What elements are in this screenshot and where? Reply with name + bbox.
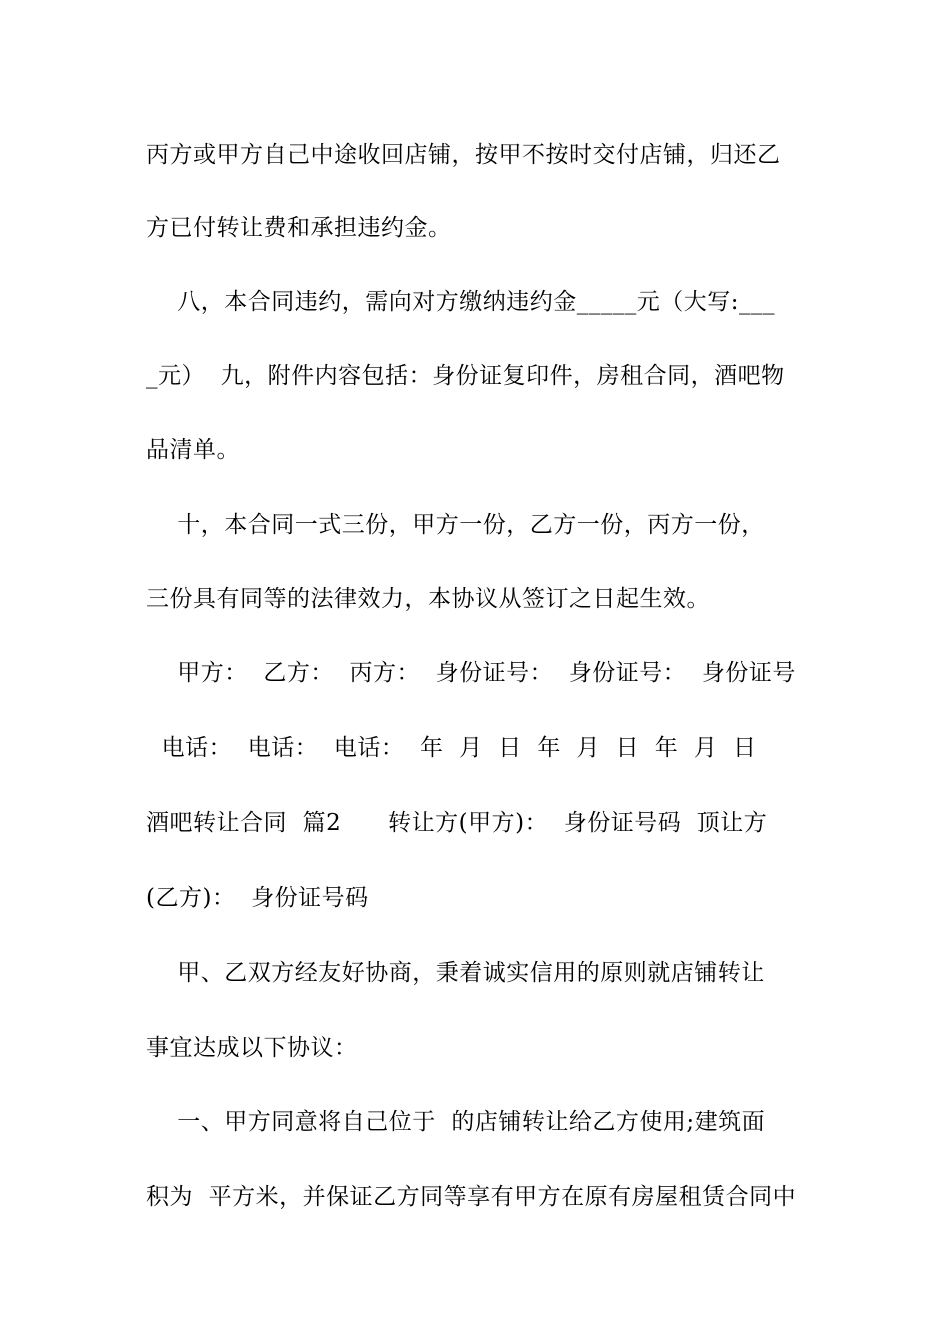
text-line: 积为 平方米，并保证乙方同等享有甲方在原有房屋租赁合同中 (146, 1184, 797, 1210)
text-line: 十，本合同一式三份，甲方一份，乙方一份，丙方一份， (146, 512, 765, 538)
text-line: 电话： 电话： 电话： 年 月 日 年 月 日 年 月 日 (146, 735, 757, 761)
text-line: 甲方： 乙方： 丙方： 身份证号： 身份证号： 身份证号 (146, 660, 796, 686)
text-line: 八，本合同违约，需向对方缴纳违约金_____元（大写:___ (146, 289, 775, 315)
text-line: 事宜达成以下协议： (146, 1035, 358, 1061)
text-line: _元） 九，附件内容包括：身份证复印件，房租合同，酒吧物 (146, 363, 785, 389)
text-line: 酒吧转让合同 篇2 转让方(甲方)： 身份证号码 顶让方 (146, 810, 768, 836)
text-line: (乙方)： 身份证号码 (146, 885, 369, 911)
text-line: 丙方或甲方自己中途收回店铺，按甲不按时交付店铺，归还乙 (146, 142, 781, 168)
text-line: 方已付转让费和承担违约金。 (146, 215, 452, 241)
text-line: 三份具有同等的法律效力，本协议从签订之日起生效。 (146, 586, 710, 612)
text-line: 一、甲方同意将自己位于 的店铺转让给乙方使用;建筑面 (146, 1109, 766, 1135)
text-line: 甲、乙双方经友好协商，秉着诚实信用的原则就店铺转让 (146, 960, 765, 986)
text-line: 品清单。 (146, 437, 240, 463)
